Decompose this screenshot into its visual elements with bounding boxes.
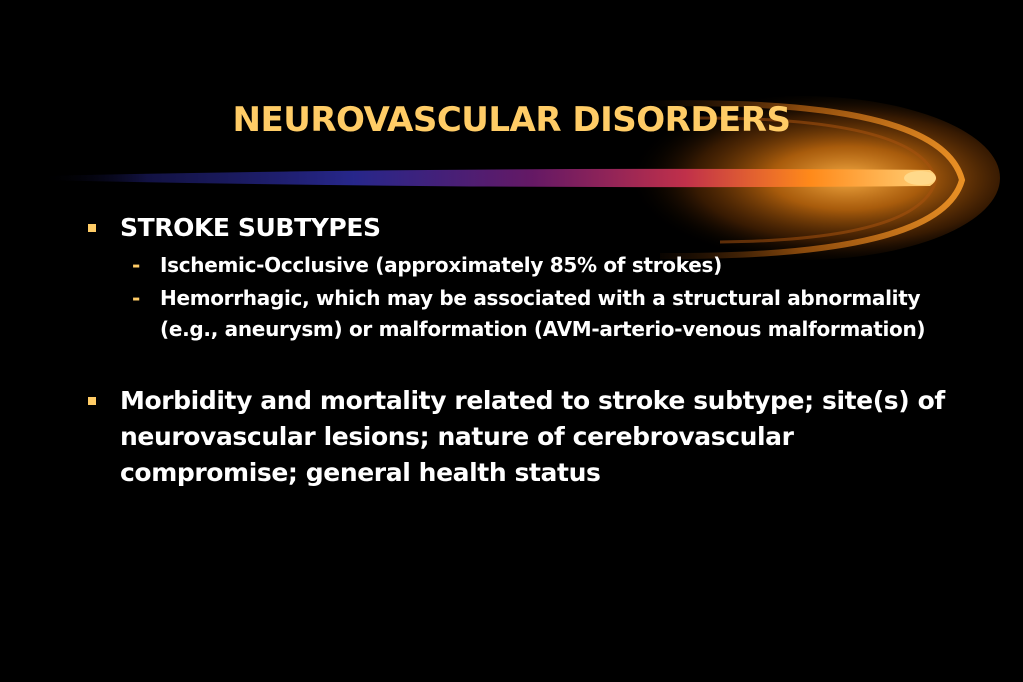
slide-title: NEUROVASCULAR DISORDERS (232, 100, 791, 140)
dash-bullet-icon: - (132, 253, 141, 277)
sub-bullet-text: Hemorrhagic, which may be associated with a structural abnormality (e.g., aneurysm) or malformation (AVM-arterio-venous malformation) (160, 286, 926, 341)
dash-bullet-icon: - (132, 286, 141, 310)
bullet-item (88, 210, 948, 345)
slide-body (88, 210, 948, 491)
square-bullet-icon (88, 397, 96, 405)
sub-bullet-list (120, 250, 948, 345)
comet-tip (904, 171, 936, 185)
sub-bullet-item (120, 250, 948, 281)
bullet-item (88, 383, 948, 491)
sub-bullet-text: Ischemic-Occlusive (approximately 85% of strokes) (160, 253, 722, 277)
comet-band (40, 169, 936, 187)
square-bullet-icon (88, 224, 96, 232)
sub-bullet-item (120, 283, 948, 345)
bullet-text: STROKE SUBTYPES (120, 213, 381, 242)
bullet-text: Morbidity and mortality related to stroke subtype; site(s) of neurovascular lesions; nature of cerebrovascular compromise; general health status (120, 386, 945, 487)
